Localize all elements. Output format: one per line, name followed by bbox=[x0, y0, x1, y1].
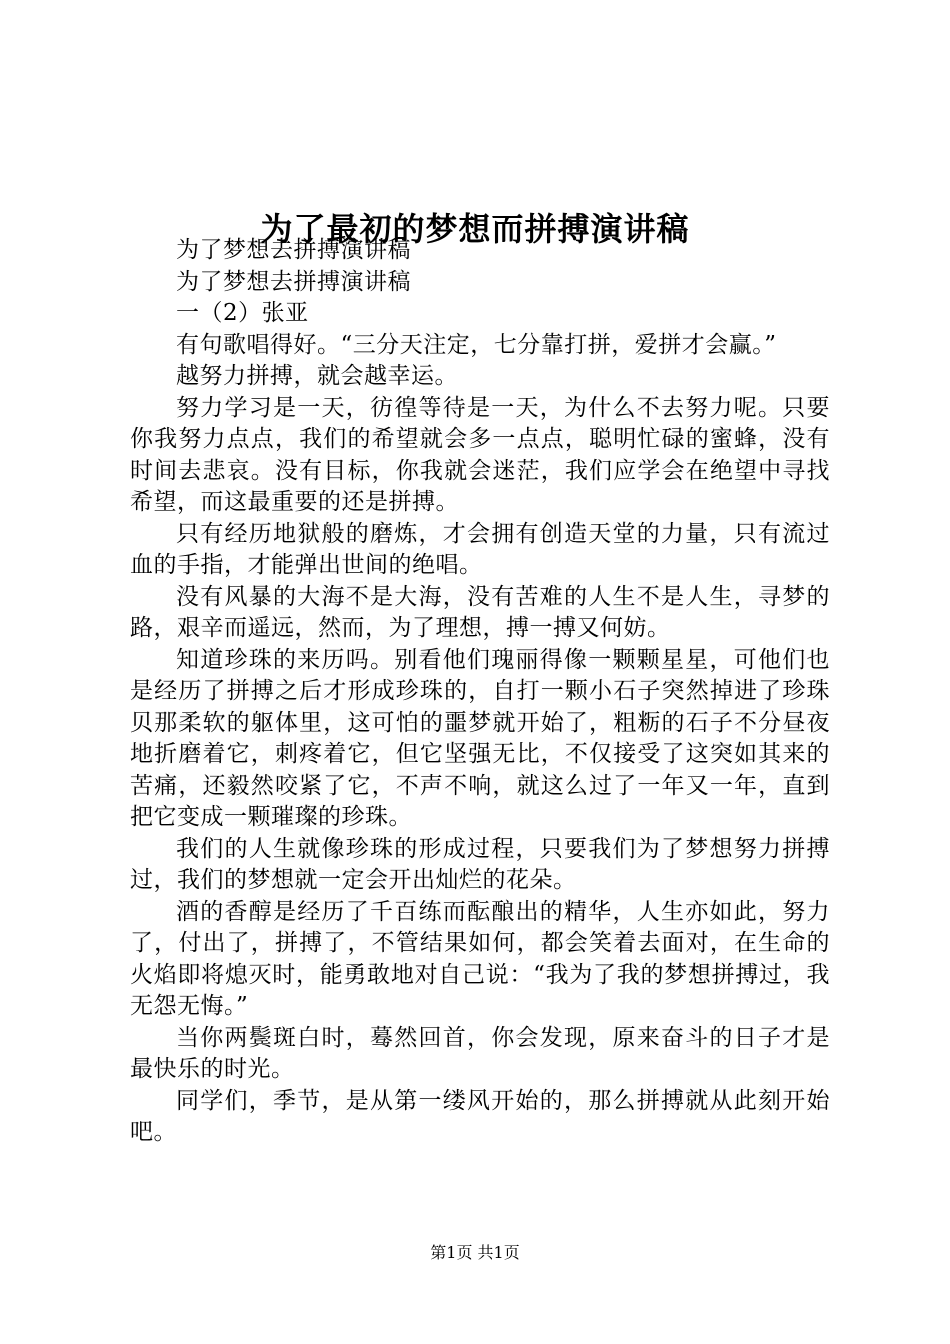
paragraph: 酒的香醇是经历了千百练而酝酿出的精华，人生亦如此，努力了，付出了，拼搏了，不管结果如何，都会笑着去面对，在生命的火焰即将熄灭时，能勇敢地对自己说：“我为了我的梦想拼搏过，我无怨无悔。” bbox=[130, 898, 830, 1019]
paragraph: 没有风暴的大海不是大海，没有苦难的人生不是人生，寻梦的路，艰辛而遥远，然而，为了理想，搏一搏又何妨。 bbox=[130, 583, 830, 641]
paragraph: 有句歌唱得好。“三分天注定，七分靠打拼，爱拼才会赢。” bbox=[176, 331, 777, 358]
paragraph: 我们的人生就像珍珠的形成过程，只要我们为了梦想努力拼搏过，我们的梦想就一定会开出灿烂的花朵。 bbox=[130, 835, 830, 893]
paragraph: 知道珍珠的来历吗。别看他们瑰丽得像一颗颗星星，可他们也是经历了拼搏之后才形成珍珠的，自打一颗小石子突然掉进了珍珠贝那柔软的躯体里，这可怕的噩梦就开始了，粗粝的石子不分昼夜地折磨着它，刺疼着它，但它坚强无比，不仅接受了这突如其来的苦痛，还毅然咬紧了它，不声不响，就这么过了一年又一年，直到把它变成一颗璀璨的珍珠。 bbox=[130, 646, 830, 830]
page-footer: 第1页 共1页 bbox=[430, 1243, 520, 1262]
document-body bbox=[130, 235, 830, 1149]
paragraph-subtitle-1: 为了梦想去拼搏演讲稿 bbox=[176, 237, 411, 263]
paragraph: 同学们，季节，是从第一缕风开始的，那么拼搏就从此刻开始吧。 bbox=[130, 1087, 830, 1145]
paragraph-author: 一（2）张亚 bbox=[176, 300, 309, 326]
paragraph: 越努力拼搏，就会越幸运。 bbox=[176, 363, 458, 389]
paragraph: 当你两鬓斑白时，蓦然回首，你会发现，原来奋斗的日子才是最快乐的时光。 bbox=[130, 1024, 830, 1082]
paragraph: 只有经历地狱般的磨炼，才会拥有创造天堂的力量，只有流过血的手指，才能弹出世间的绝唱。 bbox=[130, 520, 830, 578]
paragraph: 努力学习是一天，彷徨等待是一天，为什么不去努力呢。只要你我努力点点，我们的希望就会多一点点，聪明忙碌的蜜蜂，没有时间去悲哀。没有目标，你我就会迷茫，我们应学会在绝望中寻找希望，而这最重要的还是拼搏。 bbox=[130, 394, 830, 515]
document-title: 为了最初的梦想而拼搏演讲稿 bbox=[260, 210, 690, 249]
paragraph-subtitle-2: 为了梦想去拼搏演讲稿 bbox=[176, 268, 411, 295]
